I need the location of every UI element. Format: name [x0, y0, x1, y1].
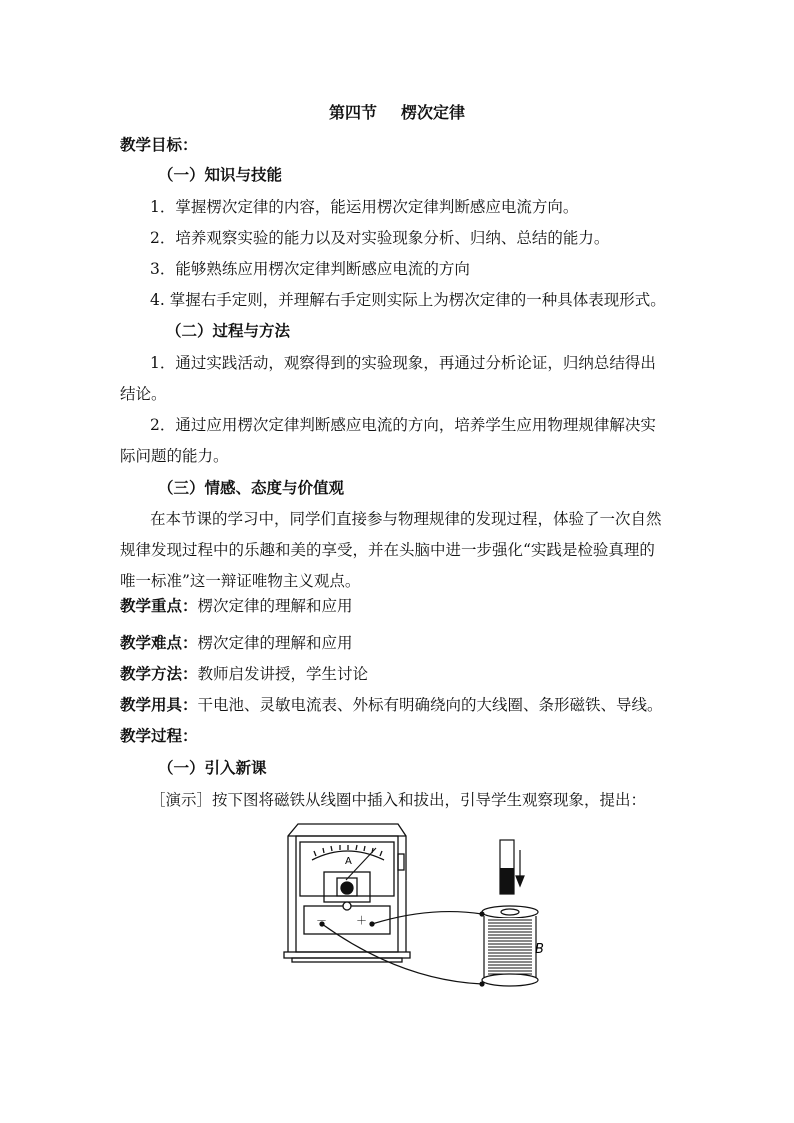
section1-item-3: 3．能够熟练应用楞次定律判断感应电流的方向: [150, 260, 470, 278]
goals-heading: 教学目标：: [120, 135, 198, 154]
galvanometer: [284, 824, 410, 962]
section3-heading: （三）情感、态度与价值观: [158, 478, 345, 497]
difficulty-label: 教学难点：: [120, 633, 198, 652]
method-text: 教师启发讲授，学生讨论: [197, 665, 369, 683]
key-point-label: 教学重点：: [120, 596, 198, 615]
section1-heading: （一）知识与技能: [158, 165, 283, 184]
section2-para2-line2: 际问题的能力。: [120, 447, 229, 465]
coil-label: B: [535, 942, 544, 957]
section2-para1-line2: 结论。: [120, 385, 167, 403]
meter-symbol: A: [345, 856, 352, 867]
key-point-row: [120, 595, 680, 617]
plus-terminal-label: ＋: [356, 914, 367, 927]
connecting-wires: [322, 912, 484, 986]
coil: [482, 906, 538, 986]
difficulty-row: [120, 632, 680, 654]
title-topic: 楞次定律: [401, 103, 466, 122]
tools-row: [120, 694, 680, 716]
section3-line3: 唯一标准”这一辩证唯物主义观点。: [120, 572, 361, 590]
difficulty-text: 楞次定律的理解和应用: [197, 634, 353, 652]
intro-heading: （一）引入新课: [158, 758, 267, 777]
tools-text: 干电池、灵敏电流表、外标有明确绕向的大线圈、条形磁铁、导线。: [197, 696, 663, 714]
section2-para1-line1: 1．通过实践活动，观察得到的实验现象，再通过分析论证，归纳总结得出: [150, 354, 656, 372]
section2-heading: （二）过程与方法: [166, 321, 291, 340]
section1-item-2: 2．培养观察实验的能力以及对实验现象分析、归纳、总结的能力。: [150, 229, 610, 247]
tools-label: 教学用具：: [120, 695, 198, 714]
section1-item-1: 1．掌握楞次定律的内容，能运用楞次定律判断感应电流方向。: [150, 198, 579, 216]
section3-line1: 在本节课的学习中，同学们直接参与物理规律的发现过程，体验了一次自然: [150, 510, 662, 528]
process-heading: 教学过程：: [120, 726, 198, 745]
key-point-text: 楞次定律的理解和应用: [197, 597, 353, 615]
section3-line2: 规律发现过程中的乐趣和美的享受，并在头脑中进一步强化“实践是检验真理的: [120, 541, 655, 559]
experiment-figure: [280, 820, 560, 1000]
section1-item-4: 4. 掌握右手定则，并理解右手定则实际上为楞次定律的一种具体表现形式。: [150, 291, 666, 309]
demo-instruction: ［演示］按下图将磁铁从线圈中插入和拔出，引导学生观察现象，提出：: [150, 791, 647, 809]
page-title: [0, 100, 794, 123]
method-row: [120, 663, 680, 685]
down-arrow-icon: [516, 850, 524, 886]
minus-terminal-label: －: [316, 914, 327, 927]
method-label: 教学方法：: [120, 664, 198, 683]
bar-magnet: [500, 840, 514, 894]
title-section: 第四节: [328, 103, 377, 122]
section2-para2-line1: 2．通过应用楞次定律判断感应电流的方向，培养学生应用物理规律解决实: [150, 416, 656, 434]
